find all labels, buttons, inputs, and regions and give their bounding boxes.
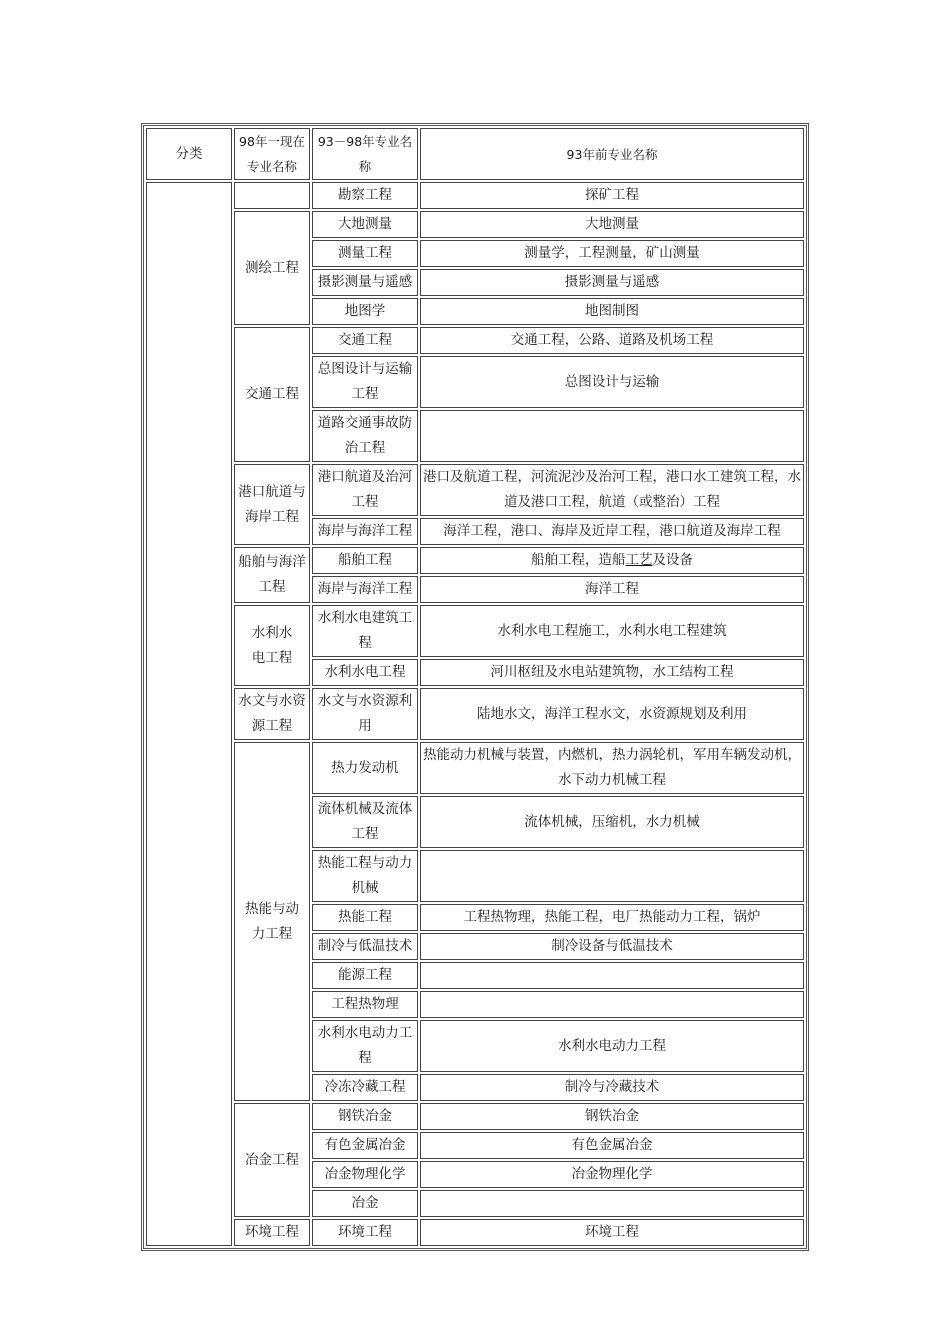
name-9398-cell: 环境工程 bbox=[312, 1219, 418, 1246]
name-pre93-cell bbox=[420, 1190, 804, 1217]
name-9398-cell: 热能工程 bbox=[312, 904, 418, 931]
header-9398-name: 93－98年专业名称 bbox=[312, 128, 418, 180]
current-name-cell: 冶金工程 bbox=[234, 1103, 310, 1217]
name-9398-cell: 摄影测量与遥感 bbox=[312, 269, 418, 296]
name-pre93-cell: 水利水电动力工程 bbox=[420, 1020, 804, 1072]
name-9398-cell: 水文与水资源利用 bbox=[312, 688, 418, 740]
current-name-cell: 测绘工程 bbox=[234, 211, 310, 325]
table-header-row bbox=[146, 128, 804, 180]
name-9398-cell: 港口航道及治河工程 bbox=[312, 464, 418, 516]
name-9398-cell: 总图设计与运输工程 bbox=[312, 356, 418, 408]
name-9398-cell: 热能工程与动力机械 bbox=[312, 850, 418, 902]
name-pre93-cell bbox=[420, 547, 804, 574]
name-pre93-cell: 有色金属冶金 bbox=[420, 1132, 804, 1159]
name-9398-cell: 流体机械及流体工程 bbox=[312, 796, 418, 848]
name-9398-cell: 冶金 bbox=[312, 1190, 418, 1217]
name-pre93-cell: 港口及航道工程，河流泥沙及治河工程，港口水工建筑工程，水道及港口工程，航道（或整治）工程 bbox=[420, 464, 804, 516]
header-pre93-name: 93年前专业名称 bbox=[420, 128, 804, 180]
name-pre93-cell: 水利水电工程施工，水利水电工程建筑 bbox=[420, 605, 804, 657]
name-9398-cell: 冷冻冷藏工程 bbox=[312, 1074, 418, 1101]
name-pre93-cell: 河川枢纽及水电站建筑物，水工结构工程 bbox=[420, 659, 804, 686]
name-pre93-cell: 冶金物理化学 bbox=[420, 1161, 804, 1188]
name-pre93-cell: 大地测量 bbox=[420, 211, 804, 238]
table-row bbox=[146, 327, 804, 354]
category-cell bbox=[146, 182, 232, 1246]
current-name-cell: 港口航道与海岸工程 bbox=[234, 464, 310, 545]
table-row bbox=[146, 742, 804, 794]
current-name-cell: 热能与动力工程 bbox=[234, 742, 310, 1101]
name-9398-cell: 勘察工程 bbox=[312, 182, 418, 209]
specialty-table bbox=[143, 125, 807, 1249]
name-9398-cell: 大地测量 bbox=[312, 211, 418, 238]
current-name-cell bbox=[234, 182, 310, 209]
header-current-name: 98年一现在专业名称 bbox=[234, 128, 310, 180]
name-9398-cell: 地图学 bbox=[312, 298, 418, 325]
name-9398-cell: 钢铁冶金 bbox=[312, 1103, 418, 1130]
current-name-cell: 环境工程 bbox=[234, 1219, 310, 1246]
name-pre93-cell: 交通工程，公路、道路及机场工程 bbox=[420, 327, 804, 354]
name-pre93-cell bbox=[420, 410, 804, 462]
name-9398-cell: 道路交通事故防治工程 bbox=[312, 410, 418, 462]
name-pre93-cell bbox=[420, 991, 804, 1018]
name-pre93-cell: 总图设计与运输 bbox=[420, 356, 804, 408]
name-pre93-cell: 工程热物理，热能工程，电厂热能动力工程，锅炉 bbox=[420, 904, 804, 931]
table-row bbox=[146, 464, 804, 516]
name-9398-cell: 能源工程 bbox=[312, 962, 418, 989]
table-row bbox=[146, 1219, 804, 1246]
name-9398-cell: 工程热物理 bbox=[312, 991, 418, 1018]
current-name-cell: 船舶与海洋工程 bbox=[234, 547, 310, 603]
table-row bbox=[146, 605, 804, 657]
header-category: 分类 bbox=[146, 128, 232, 180]
name-9398-cell: 冶金物理化学 bbox=[312, 1161, 418, 1188]
name-9398-cell: 水利水电建筑工程 bbox=[312, 605, 418, 657]
name-9398-cell: 海岸与海洋工程 bbox=[312, 518, 418, 545]
name-pre93-cell: 海洋工程，港口、海岸及近岸工程，港口航道及海岸工程 bbox=[420, 518, 804, 545]
name-pre93-cell: 摄影测量与遥感 bbox=[420, 269, 804, 296]
name-pre93-cell: 热能动力机械与装置，内燃机，热力涡轮机，军用车辆发动机，水下动力机械工程 bbox=[420, 742, 804, 794]
name-pre93-cell: 探矿工程 bbox=[420, 182, 804, 209]
name-pre93-cell bbox=[420, 850, 804, 902]
name-9398-cell: 交通工程 bbox=[312, 327, 418, 354]
cell-text: 及设备 bbox=[652, 552, 693, 568]
name-9398-cell: 海岸与海洋工程 bbox=[312, 576, 418, 603]
name-pre93-cell: 制冷与冷藏技术 bbox=[420, 1074, 804, 1101]
current-name-cell: 水文与水资源工程 bbox=[234, 688, 310, 740]
table-row bbox=[146, 182, 804, 209]
name-pre93-cell: 制冷设备与低温技术 bbox=[420, 933, 804, 960]
name-9398-cell: 制冷与低温技术 bbox=[312, 933, 418, 960]
name-9398-cell: 热力发动机 bbox=[312, 742, 418, 794]
current-name-cell: 交通工程 bbox=[234, 327, 310, 462]
name-pre93-cell: 流体机械，压缩机，水力机械 bbox=[420, 796, 804, 848]
current-name-cell: 水利水电工程 bbox=[234, 605, 310, 686]
table-row bbox=[146, 1103, 804, 1130]
cell-text: 船舶工程，造船 bbox=[531, 552, 626, 568]
name-pre93-cell: 钢铁冶金 bbox=[420, 1103, 804, 1130]
name-9398-cell: 测量工程 bbox=[312, 240, 418, 267]
table-row bbox=[146, 688, 804, 740]
name-pre93-cell bbox=[420, 962, 804, 989]
name-9398-cell: 水利水电动力工程 bbox=[312, 1020, 418, 1072]
name-pre93-cell: 环境工程 bbox=[420, 1219, 804, 1246]
name-pre93-cell: 陆地水文，海洋工程水文，水资源规划及利用 bbox=[420, 688, 804, 740]
name-9398-cell: 船舶工程 bbox=[312, 547, 418, 574]
name-pre93-cell: 海洋工程 bbox=[420, 576, 804, 603]
name-9398-cell: 水利水电工程 bbox=[312, 659, 418, 686]
name-pre93-cell: 测量学，工程测量，矿山测量 bbox=[420, 240, 804, 267]
name-9398-cell: 有色金属冶金 bbox=[312, 1132, 418, 1159]
table-row bbox=[146, 547, 804, 574]
process-link[interactable]: 工艺 bbox=[625, 552, 653, 568]
table-row bbox=[146, 211, 804, 238]
name-pre93-cell: 地图制图 bbox=[420, 298, 804, 325]
